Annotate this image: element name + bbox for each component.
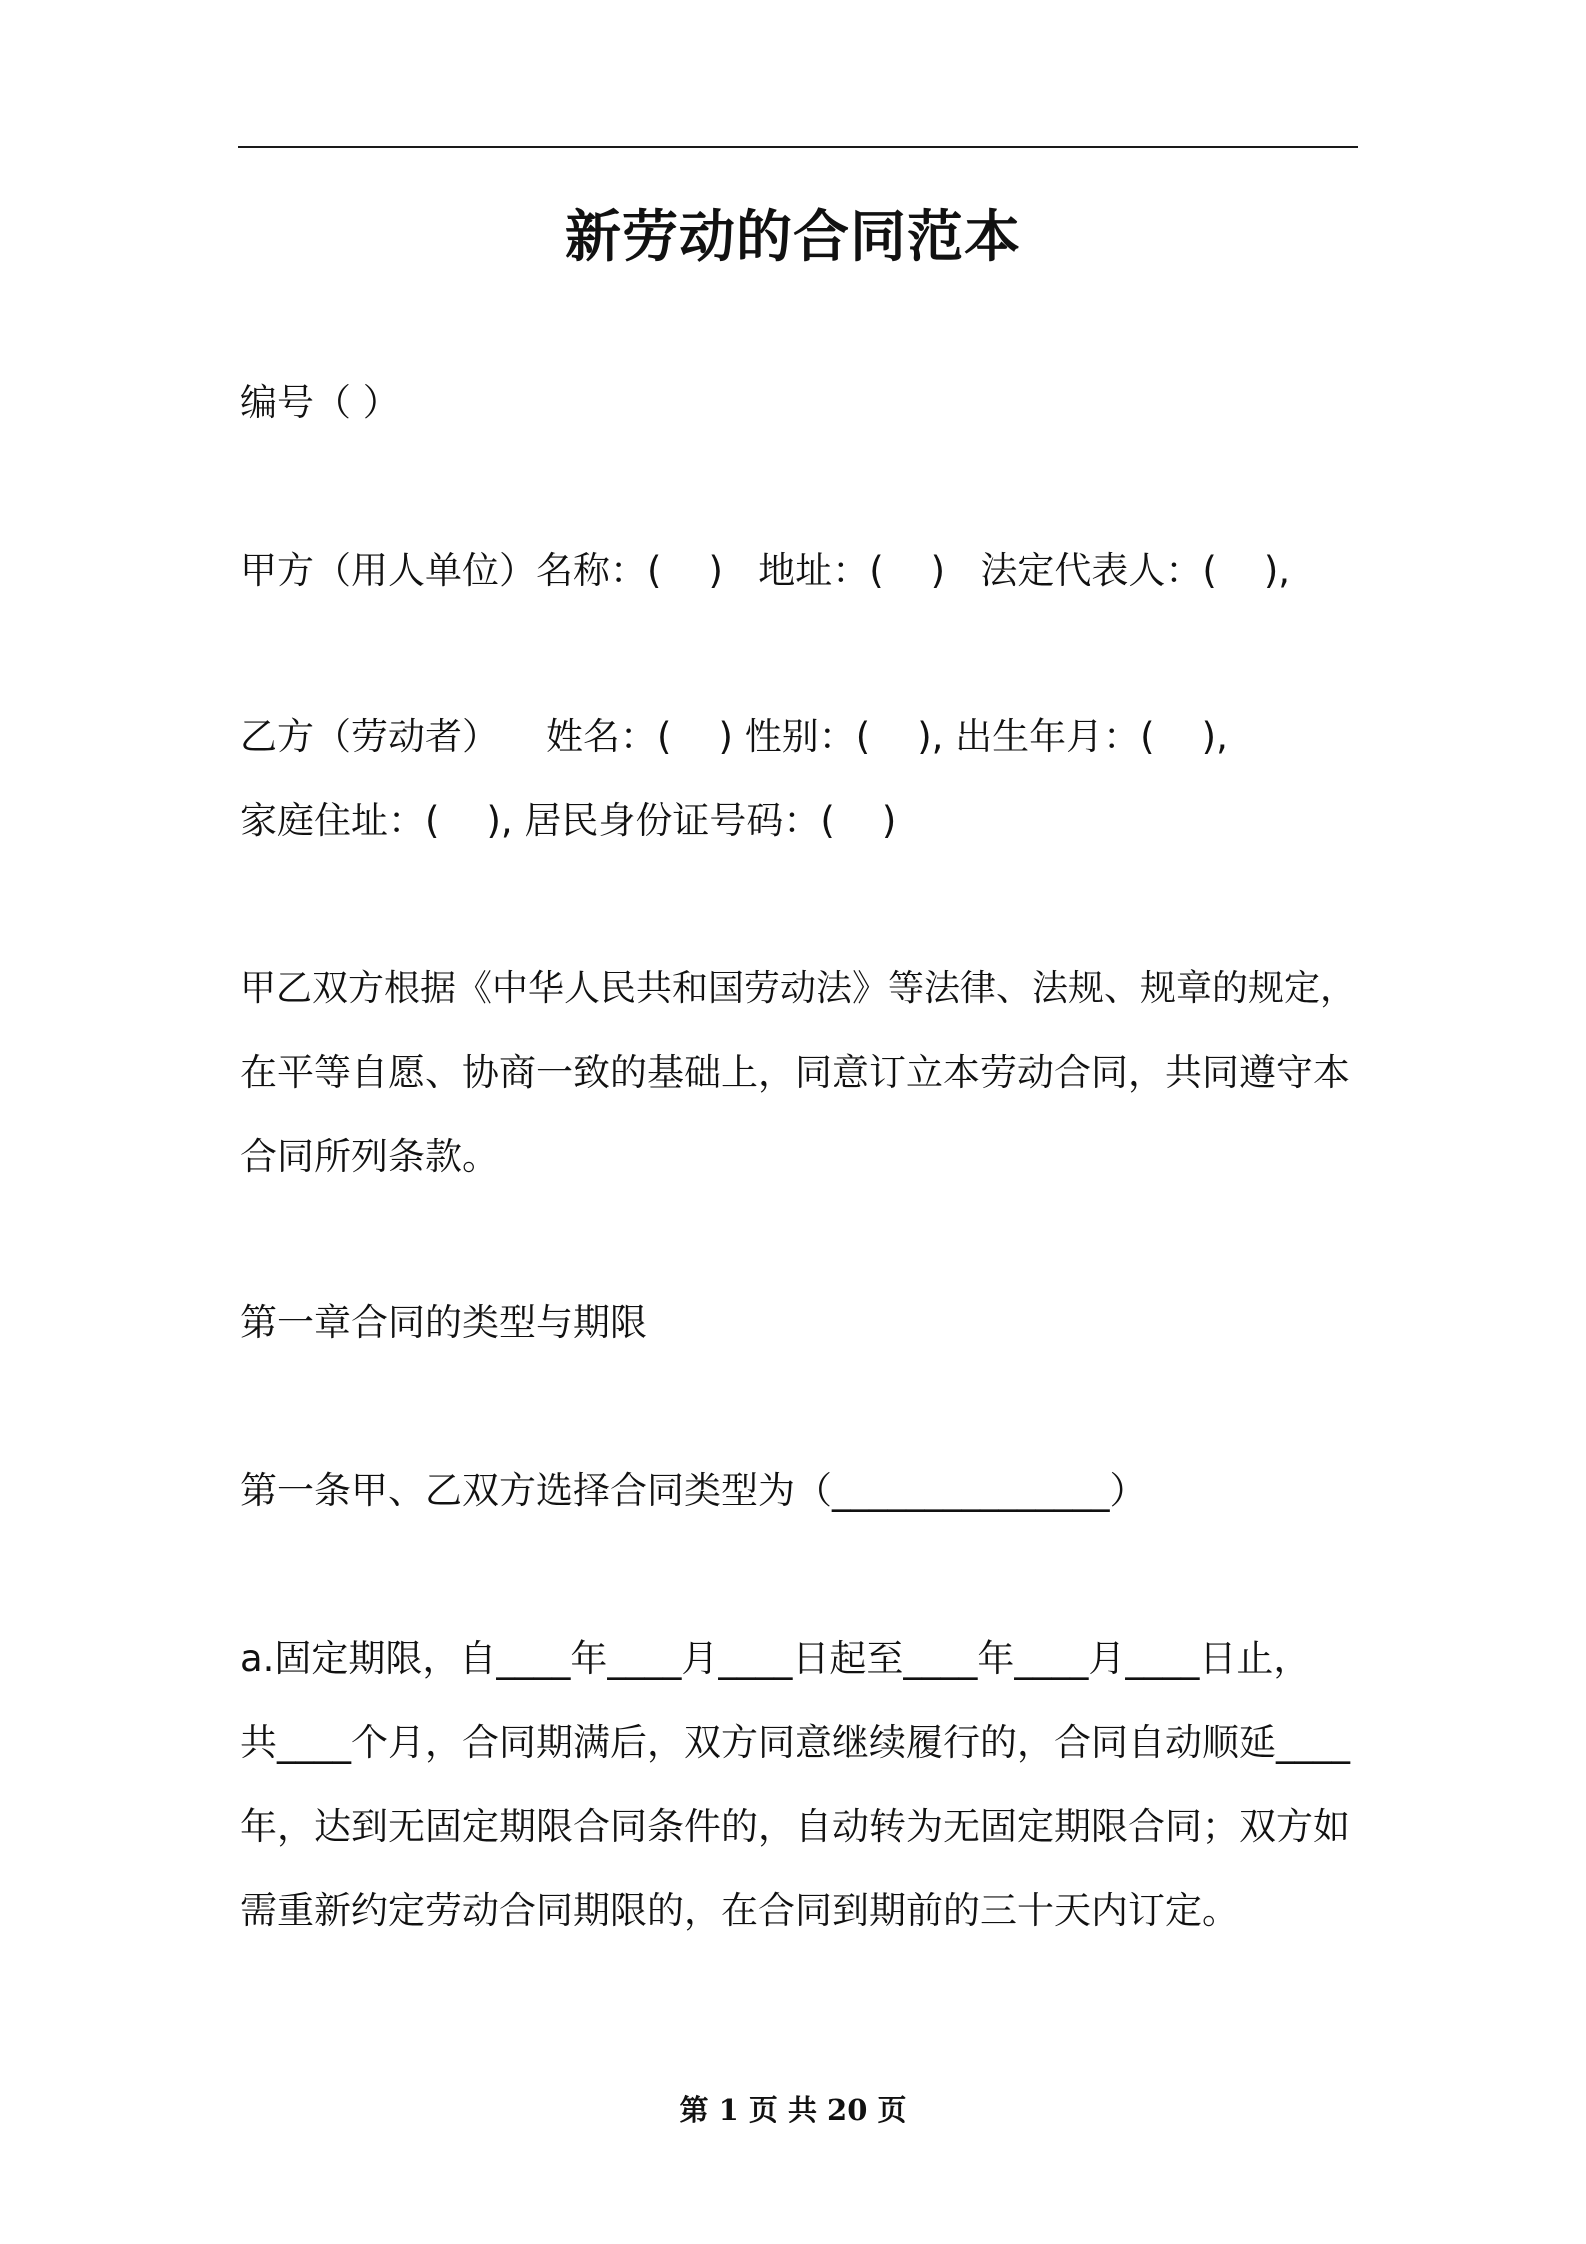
header-rule [238,146,1358,148]
fixed-term-line-4: 需重新约定劳动合同期限的，在合同到期前的三十天内订定。 [240,1889,1239,1932]
chapter-heading: 第一章合同的类型与期限 [240,1301,647,1344]
fixed-term-line-2: 共____个月，合同期满后，双方同意继续履行的，合同自动顺延____ [240,1721,1350,1764]
party-b-address-line: 家庭住址：( ), 居民身份证号码：( ) [240,799,897,842]
preamble-line-3: 合同所列条款。 [240,1135,499,1178]
party-a-line: 甲方（用人单位）名称：( ) 地址：( ) 法定代表人：( ), [240,549,1291,592]
article-1-line: 第一条甲、乙双方选择合同类型为（_______________） [240,1469,1147,1512]
contract-number-line: 编号（ ） [240,381,400,424]
fixed-term-line-1: a.固定期限，自____年____月____日起至____年____月____日止， [240,1637,1311,1680]
document-title: 新劳动的合同范本 [565,205,1021,270]
preamble-line-2: 在平等自愿、协商一致的基础上，同意订立本劳动合同，共同遵守本 [240,1051,1350,1094]
party-b-line: 乙方（劳动者） 姓名：( ) 性别：( ), 出生年月：( ), [240,715,1228,758]
fixed-term-line-3: 年，达到无固定期限合同条件的，自动转为无固定期限合同；双方如 [240,1805,1350,1848]
page-number-footer: 第 1 页 共 20 页 [679,2093,907,2127]
preamble-line-1: 甲乙双方根据《中华人民共和国劳动法》等法律、法规、规章的规定， [240,968,1357,1009]
